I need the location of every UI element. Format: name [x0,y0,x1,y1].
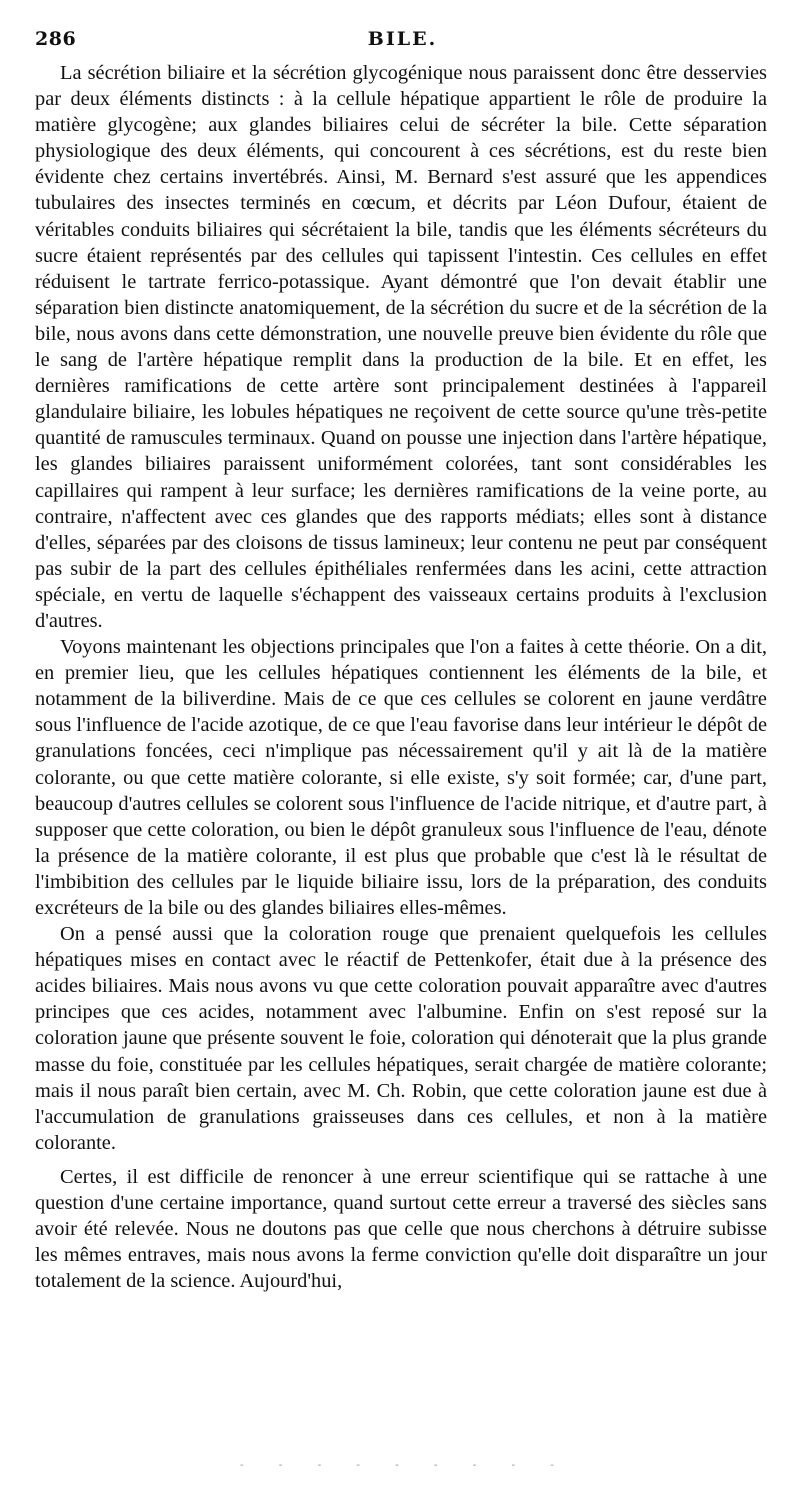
paragraph-4: Certes, il est difficile de renoncer à une erreur scientifique qui se rattache à une question d'une certaine importance, quand surtout cette erreur a traversé des siècles sans avoir été relevée. Nous ne doutons pas que celle que nous cherchons à détruire subisse les mêmes entraves, mais nous avons la ferme conviction qu'elle doit disparaître un jour totalement de la science. Aujourd'hui, [35,1165,767,1293]
scan-noise-marks: - - - - - - - - - [240,1460,570,1471]
page-body [35,60,767,1294]
page-number: 286 [35,28,77,50]
paragraph-3: On a pensé aussi que la coloration rouge que prenaient quelquefois les cellules hépatiques mises en contact avec le réactif de Pettenkofer, était due à la présence des acides biliaires. Mais nous avons vu que cette coloration pouvait apparaître avec d'autres principes que ces acides, notamment avec l'albumine. Enfin on s'est reposé sur la coloration jaune que présente souvent le foie, coloration qui dénoterait que la plus grande masse du foie, constituée par les cellules hépatiques, serait chargée de matière colorante; mais il nous paraît bien certain, avec M. Ch. Robin, que cette coloration jaune est due à l'accumulation de granulations graisseuses dans ces cellules, et non à la matière colorante. [35,923,767,1154]
page-header [35,28,770,58]
running-title: BILE. [367,28,438,50]
paragraph-2: Voyons maintenant les objections principales que l'on a faites à cette théorie. On a dit, en premier lieu, que les cellules hépatiques contiennent les éléments de la bile, et notamment de la biliverdine. Mais de ce que ces cellules se colorent en jaune verdâtre sous l'influence de l'acide azotique, de ce que l'eau favorise dans leur intérieur le dépôt de granulations foncées, ceci n'implique pas nécessairement qu'il y ait là de la matière colorante, ou que cette matière colorante, si elle existe, s'y soit formée; car, d'une part, beaucoup d'autres cellules se colorent sous l'influence de l'acide nitrique, et d'autre part, à supposer que cette coloration, ou bien le dépôt granuleux sous l'influence de l'eau, dénote la présence de la matière colorante, il est plus que probable que c'est là le résultat de l'imbibition des cellules par le liquide biliaire issu, lors de la préparation, des conduits excréteurs de la bile ou des glandes biliaires elles-mêmes. [35,636,767,919]
paragraph-1: La sécrétion biliaire et la sécrétion glycogénique nous paraissent donc être desservies par deux éléments distincts : à la cellule hépatique appartient le rôle de produire la matière glycogène; aux glandes biliaires celui de sécréter la bile. Cette séparation physiologique des deux éléments, qui concourent à ces sécrétions, est du reste bien évidente chez certains invertébrés. Ainsi, M. Bernard s'est assuré que les appendices tubulaires des insectes terminés en cœcum, et décrits par Léon Dufour, étaient de véritables conduits biliaires qui sécrétaient la bile, tandis que les éléments sécréteurs du sucre étaient représentés par des cellules qui tapissent l'intestin. Ces cellules en effet réduisent le tartrate ferrico-potassique. Ayant démontré que l'on devait établir une séparation bien distincte anatomiquement, de la sécrétion du sucre et de la sécrétion de la bile, nous avons dans cette démonstration, une nouvelle preuve bien évidente du rôle que le sang de l'artère hépatique remplit dans la production de la bile. Et en effet, les dernières ramifications de cette artère sont principalement destinées à l'appareil glandulaire biliaire, les lobules hépatiques ne reçoivent de cette source qu'une très-petite quantité de ramuscules terminaux. Quand on pousse une injection dans l'artère hépatique, les glandes biliaires paraissent uniformément colorées, tant sont considérables les capillaires qui rampent à leur surface; les dernières ramifications de la veine porte, au contraire, n'affectent avec ces glandes que des rapports médiats; elles sont à distance d'elles, séparées par des cloisons de tissus lamineux; leur contenu ne peut par conséquent pas subir de la part des cellules épithéliales renfermées dans les acini, cette attraction spéciale, en vertu de laquelle s'échappent des vaisseaux certains produits à l'exclusion d'autres. [35,62,767,632]
